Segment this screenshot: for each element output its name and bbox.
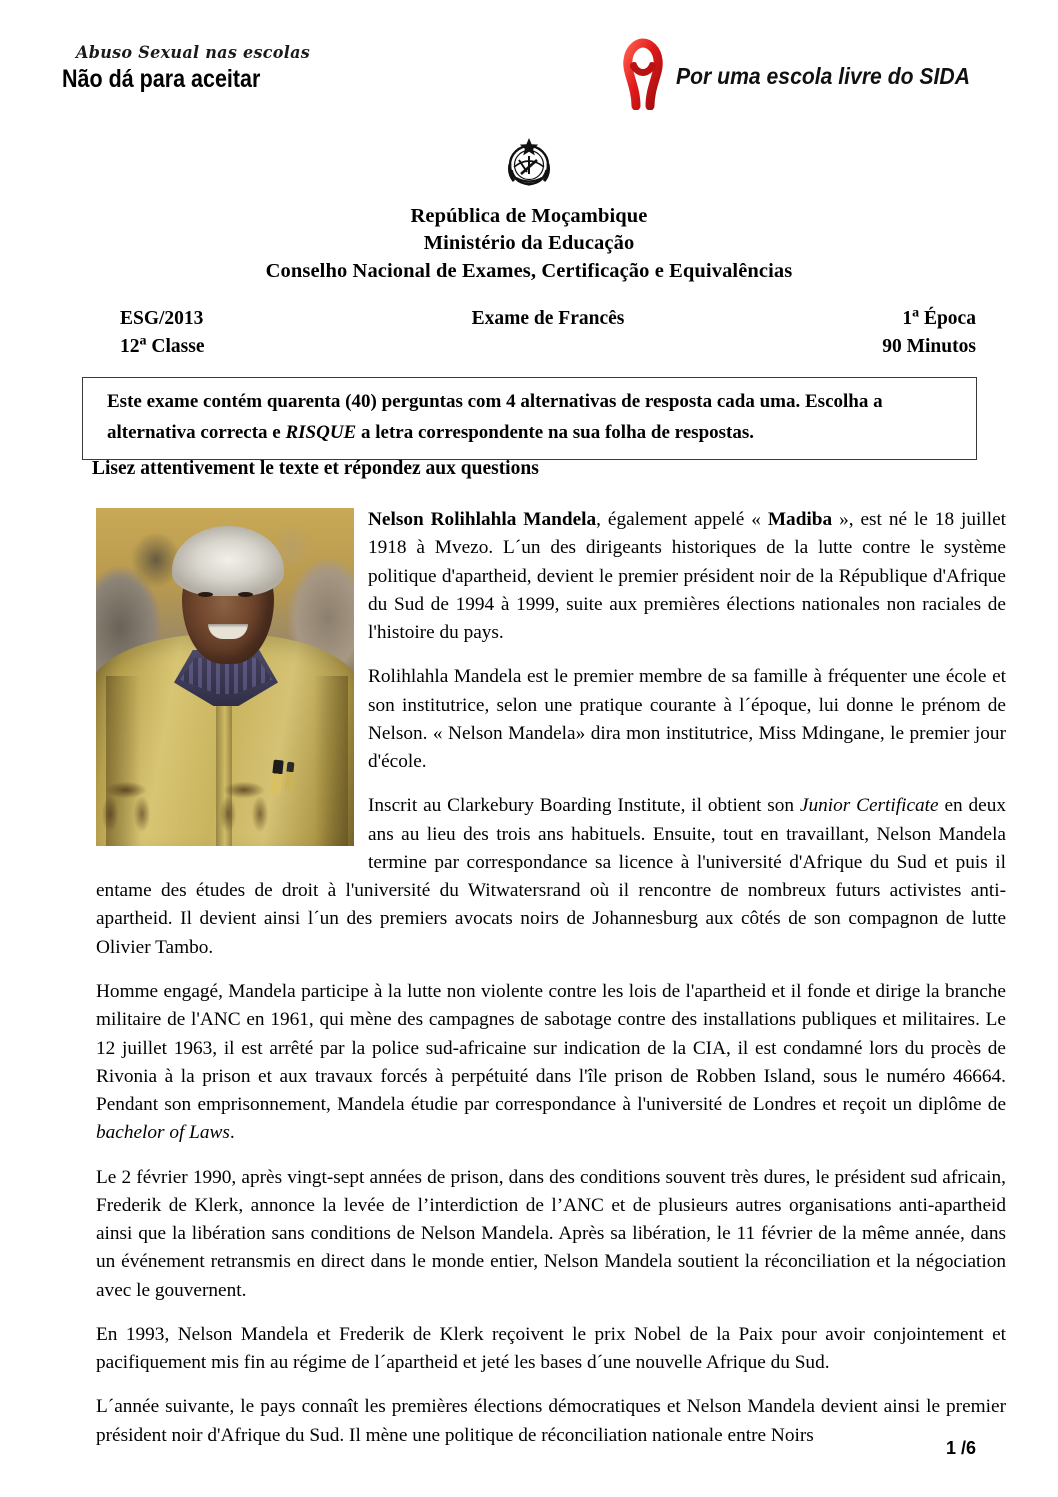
country-heading: República de Moçambique [410, 205, 648, 227]
instruction-box [82, 377, 977, 460]
passage-bold-madiba: Madiba [767, 509, 833, 530]
class-number: 12 [120, 335, 140, 357]
passage-p4-part2: . [229, 1122, 235, 1144]
passage-paragraph-4 [96, 978, 1006, 1148]
passage-paragraph-2: Rolihlahla Mandela est le premier membre de sa famille à fréquenter une école et son institutrice, selon une pratique courante à l´époque, lui donne le prénom de Nelson. « Nelson Mandela» dira mon institutrice, Miss Mdingane, le premier jour d'école. [368, 666, 1006, 773]
exam-meta-block [120, 305, 976, 360]
exam-meta-row-2 [120, 333, 976, 361]
passage-italic-junior-certificate: Junior Certificate [799, 795, 939, 817]
passage-p4-part1: Homme engagé, Mandela participe à la lutte non violente contre les lois de l'apartheid et il fonde et dirige la branche militaire de l'ANC en 1961, qui mène des campagnes de sabotage contre des installations publiques et militaires. Le 12 juillet 1963, il est arrêté par la police sud-africaine sur indication de la CIA, il est condamné lors du procès de Rivonia à la prison et aux travaux forcés à perpétuité dans l'île prison de Robben Island, sous le numéro 46664. Pendant son emprisonnement, Mandela étudie par correspondance à l'université de Londres et reçoit un diplôme de [96, 980, 1006, 1116]
class-ordinal-suffix: a [139, 332, 147, 349]
instruction-text-part2: a letra correspondente na sua folha de respostas. [356, 421, 755, 443]
reading-passage [96, 506, 1006, 1466]
passage-italic-bachelor-of-laws: bachelor of Laws [96, 1122, 230, 1144]
ministry-heading: Ministério da Educação [423, 232, 635, 255]
passage-paragraph-6: En 1993, Nelson Mandela et Frederik de Klerk reçoivent le prix Nobel de la Paix pour avoir conjointement et pacifiquement mis fin au régime de l´apartheid et jeté les bases d´une nouvelle Afrique du Sud. [96, 1323, 1006, 1374]
epoch-ordinal-suffix: a [912, 304, 920, 321]
aids-awareness-banner [612, 36, 996, 110]
epoch-number: 1 [902, 308, 913, 329]
nelson-mandela-portrait-image [96, 508, 354, 846]
reading-instruction: Lisez attentivement le texte et répondez aux questions [92, 458, 539, 479]
exam-epoch [694, 305, 976, 333]
exam-meta-row-1 [120, 305, 976, 333]
page-number-label: 1 /6 [945, 1438, 976, 1458]
epoch-label: Época [919, 308, 976, 329]
passage-p3-part1: Inscrit au Clarkebury Boarding Institute, il obtient son [368, 795, 800, 817]
exam-meta-spacer [402, 333, 693, 361]
exam-code: ESG/2013 [120, 308, 204, 329]
top-banner-area [0, 0, 1058, 120]
instruction-text-part1: Este exame contém quarenta (40) perguntas com 4 alternativas de resposta cada uma. Escolha a alternativa correcta e [107, 391, 883, 443]
emblem-container [0, 134, 1058, 197]
instruction-risque-word: RISQUE [285, 421, 357, 443]
red-aids-ribbon-icon [612, 36, 674, 110]
exam-duration: 90 Minutos [882, 335, 976, 357]
passage-p3-part2: en deux ans au lieu des trois ans habituels. Ensuite, tout en travaillant, Nelson Mandela termine par correspondance sa licence à l'université d'Afrique du Sud et puis il entame des études de droit à l'université du Witwatersrand où il rencontre de nombreux futurs activistes anti-apartheid. Il devient ainsi l´un des premiers avocats noirs de Johannesburg aux côtés de son compagnon de lutte Olivier Tambo. [96, 795, 1006, 958]
exam-class [120, 333, 402, 361]
anti-abuse-banner [62, 45, 482, 93]
anti-abuse-script-text: Abuso Sexual nas escolas [76, 43, 311, 62]
passage-bold-name: Nelson Rolihlahla Mandela [368, 509, 597, 530]
passage-p1-mid2: », est né le 18 juillet 1918 à Mvezo. L´un des dirigeants historiques de la lutte contre le système politique d'apartheid, devient le premier président noir de la République d'Afrique du Sud de 1994 à 1999, suite aux premières élections nationales non raciales de l'histoire du pays. [368, 509, 1006, 644]
anti-abuse-slogan-text: Não dá para aceitar [62, 64, 261, 93]
class-label: Classe [146, 335, 205, 357]
page-footer [0, 1438, 976, 1459]
passage-paragraph-5: Le 2 février 1990, après vingt-sept années de prison, dans des conditions souvent très dures, le président sud africain, Frederik de Klerk, annonce la levée de l’interdiction de l’ANC et de plusieurs autres organisations anti-apartheid ainsi que la libération sans conditions de Nelson Mandela. Après sa libération, le 11 février de la même année, dans un événement retransmis en direct dans le monde entier, Nelson Mandela soutient la réconciliation et la négociation avec le gouvernent. [96, 1166, 1006, 1301]
aids-slogan-text: Por uma escola livre do SIDA [676, 62, 970, 89]
council-heading: Conselho Nacional de Exames, Certificação e Equivalências [265, 259, 793, 282]
passage-p1-mid1: , également appelé « [596, 509, 768, 530]
mozambique-coat-of-arms-icon [500, 134, 558, 192]
passage-paragraph-7: L´année suivante, le pays connaît les premières élections démocratiques et Nelson Mandela devient ainsi le premier président noir d'Afrique du Sud. Il mène une politique de réconciliation nationale entre Noirs [96, 1396, 1006, 1446]
exam-subject: Exame de Francês [471, 308, 625, 329]
ministry-heading-block [0, 203, 1058, 285]
